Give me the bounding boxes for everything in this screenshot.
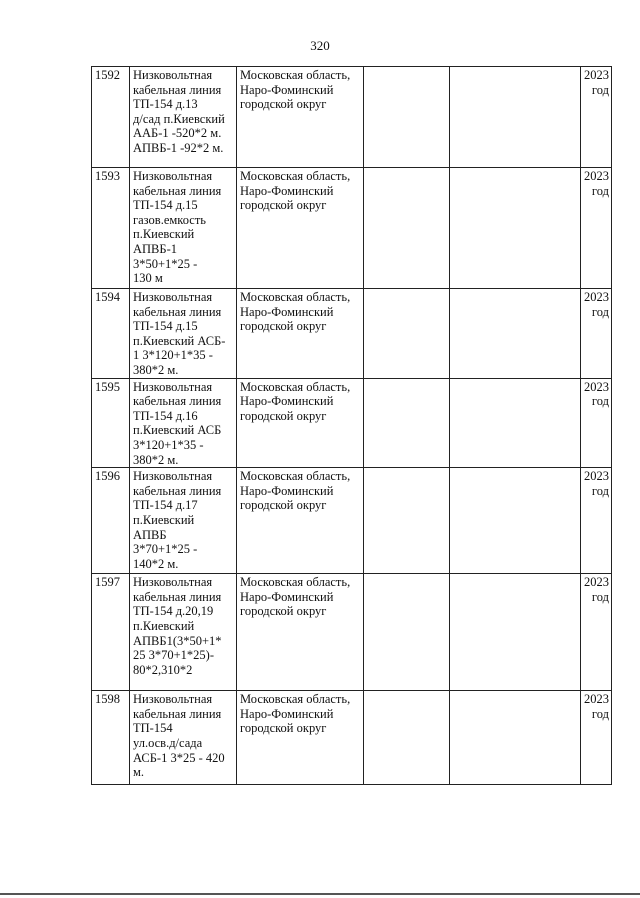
- object-name: Низковольтная кабельная линия ТП-154 д.15 п.Киевский АСБ- 1 3*120+1*35 - 380*2 м.: [130, 289, 237, 379]
- year-cell: 2023 год: [581, 468, 612, 574]
- object-name: Низковольтная кабельная линия ТП-154 ул.осв.д/сада АСБ-1 3*25 - 420 м.: [130, 691, 237, 785]
- object-location: Московская область, Наро-Фоминский городской округ: [237, 691, 364, 785]
- object-location: Московская область, Наро-Фоминский городской округ: [237, 289, 364, 379]
- year-cell: 2023 год: [581, 574, 612, 691]
- empty-cell: [450, 468, 581, 574]
- page-number: 320: [310, 38, 330, 53]
- object-name: Низковольтная кабельная линия ТП-154 д.16 п.Киевский АСБ 3*120+1*35 - 380*2 м.: [130, 378, 237, 468]
- row-number: 1598: [92, 691, 130, 785]
- empty-cell: [364, 67, 450, 168]
- row-number: 1595: [92, 378, 130, 468]
- empty-cell: [450, 289, 581, 379]
- row-number: 1592: [92, 67, 130, 168]
- table-row: [92, 168, 612, 289]
- empty-cell: [364, 574, 450, 691]
- empty-cell: [450, 168, 581, 289]
- empty-cell: [450, 691, 581, 785]
- table-row: [92, 67, 612, 168]
- empty-cell: [450, 67, 581, 168]
- table-row: [92, 378, 612, 468]
- empty-cell: [364, 468, 450, 574]
- object-name: Низковольтная кабельная линия ТП-154 д.15 газов.емкость п.Киевский АПВБ-1 3*50+1*25 - 130 м: [130, 168, 237, 289]
- table-row: [92, 289, 612, 379]
- object-name: Низковольтная кабельная линия ТП-154 д.20,19 п.Киевский АПВБ1(3*50+1* 25 3*70+1*25)- 80*2,310*2: [130, 574, 237, 691]
- year-cell: 2023 год: [581, 691, 612, 785]
- object-location: Московская область, Наро-Фоминский городской округ: [237, 67, 364, 168]
- object-name: Низковольтная кабельная линия ТП-154 д.13 д/сад п.Киевский ААБ-1 -520*2 м. АПВБ-1 -92*2 м.: [130, 67, 237, 168]
- table-row: [92, 691, 612, 785]
- object-location: Московская область, Наро-Фоминский городской округ: [237, 378, 364, 468]
- object-location: Московская область, Наро-Фоминский городской округ: [237, 574, 364, 691]
- empty-cell: [364, 691, 450, 785]
- empty-cell: [364, 378, 450, 468]
- table-row: [92, 574, 612, 691]
- object-location: Московская область, Наро-Фоминский городской округ: [237, 468, 364, 574]
- empty-cell: [364, 168, 450, 289]
- year-cell: 2023 год: [581, 378, 612, 468]
- empty-cell: [450, 574, 581, 691]
- year-cell: 2023 год: [581, 67, 612, 168]
- year-cell: 2023 год: [581, 289, 612, 379]
- year-cell: 2023 год: [581, 168, 612, 289]
- table-row: [92, 468, 612, 574]
- object-name: Низковольтная кабельная линия ТП-154 д.17 п.Киевский АПВБ 3*70+1*25 - 140*2 м.: [130, 468, 237, 574]
- empty-cell: [450, 378, 581, 468]
- empty-cell: [364, 289, 450, 379]
- row-number: 1593: [92, 168, 130, 289]
- row-number: 1594: [92, 289, 130, 379]
- registry-table: [91, 66, 612, 785]
- object-location: Московская область, Наро-Фоминский городской округ: [237, 168, 364, 289]
- row-number: 1596: [92, 468, 130, 574]
- scan-edge-line: [0, 893, 640, 895]
- row-number: 1597: [92, 574, 130, 691]
